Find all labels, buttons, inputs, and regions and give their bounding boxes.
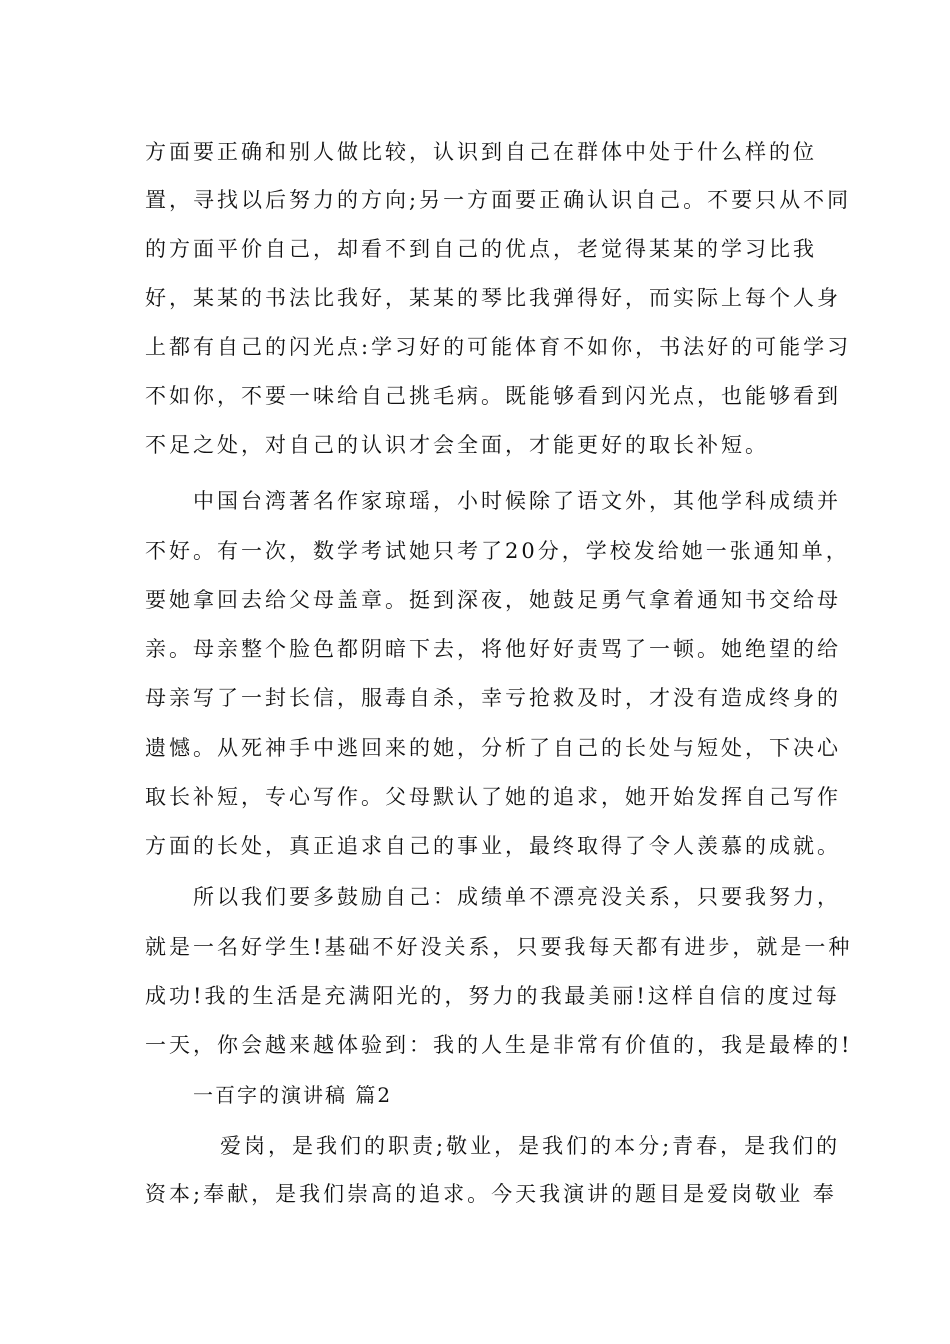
paragraph-2-line-5: 母亲写了一封长信，服毒自杀，幸亏抢救及时，才没有造成终身的: [145, 686, 841, 710]
paragraph-1-line-3: 的方面平价自己，却看不到自己的优点，老觉得某某的学习比我: [145, 237, 817, 261]
paragraph-2-line-8: 方面的长处，真正追求自己的事业，最终取得了令人羡慕的成就。: [145, 834, 841, 858]
paragraph-4-line-2: 资本;奉献，是我们崇高的追求。今天我演讲的题目是爱岗敬业 奉: [145, 1182, 837, 1206]
paragraph-1-line-2: 置，寻找以后努力的方向;另一方面要正确认识自己。不要只从不同: [145, 188, 852, 212]
paragraph-1-line-1: 方面要正确和别人做比较，认识到自己在群体中处于什么样的位: [145, 140, 817, 164]
paragraph-3-line-2: 就是一名好学生!基础不好没关系，只要我每天都有进步，就是一种: [145, 935, 853, 959]
paragraph-2-line-2: 不好。有一次，数学考试她只考了20分，学校发给她一张通知单，: [145, 539, 850, 563]
paragraph-1-line-7: 不足之处，对自己的认识才会全面，才能更好的取长补短。: [145, 433, 769, 457]
paragraph-1-line-4: 好，某某的书法比我好，某某的琴比我弹得好，而实际上每个人身: [145, 286, 841, 310]
paragraph-1-line-5: 上都有自己的闪光点:学习好的可能体育不如你，书法好的可能学习: [145, 335, 852, 359]
paragraph-4-line-1: 爱岗，是我们的职责;敬业，是我们的本分;青春，是我们的: [220, 1134, 841, 1158]
paragraph-3-line-4: 一天，你会越来越体验到：我的人生是非常有价值的，我是最棒的!: [145, 1033, 853, 1057]
paragraph-3-line-1: 所以我们要多鼓励自己：成绩单不漂亮没关系，只要我努力，: [193, 885, 841, 909]
paragraph-2-line-3: 要她拿回去给父母盖章。挺到深夜，她鼓足勇气拿着通知书交给母: [145, 588, 841, 612]
paragraph-3-line-3: 成功!我的生活是充满阳光的，努力的我最美丽!这样自信的度过每: [145, 984, 840, 1008]
paragraph-2-line-6: 遗憾。从死神手中逃回来的她，分析了自己的长处与短处，下决心: [145, 736, 841, 760]
paragraph-2-line-7: 取长补短，专心写作。父母默认了她的追求，她开始发挥自己写作: [145, 785, 841, 809]
paragraph-1-line-6: 不如你，不要一味给自己挑毛病。既能够看到闪光点，也能够看到: [145, 384, 841, 408]
section-heading: 一百字的演讲稿 篇2: [193, 1083, 393, 1107]
paragraph-2-line-1: 中国台湾著名作家琼瑶，小时候除了语文外，其他学科成绩并: [193, 489, 841, 513]
paragraph-2-line-4: 亲。母亲整个脸色都阴暗下去，将他好好责骂了一顿。她绝望的给: [145, 637, 841, 661]
